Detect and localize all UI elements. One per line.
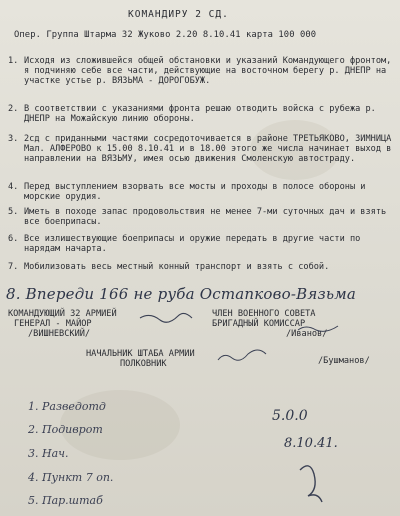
addressee: КОМАНДИРУ 2 СД. bbox=[128, 9, 229, 20]
item-text: Иметь в походе запас продовольствия не менее 7-ми суточных дач и взять все боеприпасы. bbox=[24, 207, 387, 228]
header-line: Опер. Группа Штарма 32 Жуково 2.20 8.10.41 карта 100 000 bbox=[14, 30, 317, 40]
council-rank: БРИГАДНЫЙ КОМИССАР bbox=[212, 319, 306, 329]
item-text: Исходя из сложившейся общей обстановки и указаний Командующего фронтом, я подчиняю себе все части, действующие на восточном берегу р. ДНЕПР на участке устье р. ВЯЗЬМА - ДОРОГОБУЖ. bbox=[24, 56, 392, 87]
chief-name: /Бушманов/ bbox=[318, 356, 370, 366]
item-number: 5. bbox=[8, 207, 19, 217]
item-text: В соответствии с указаниями фронта решаю отводить войска с рубежа р. ДНЕПР на Можайскую линию обороны. bbox=[24, 104, 376, 125]
handwritten-signature-right bbox=[300, 466, 322, 502]
handwritten-item-8: 8. Впереди 166 не руба Остапково-Вязьма bbox=[6, 285, 356, 303]
council-signature-scribble bbox=[298, 326, 338, 331]
distribution-item-5: 5. Пар.штаб bbox=[28, 494, 103, 507]
commander-signature-scribble bbox=[140, 313, 192, 322]
item-number: 6. bbox=[8, 234, 19, 244]
commander-name: /ВИШНЕВСКИЙ/ bbox=[28, 329, 91, 339]
commander-title: КОМАНДУЮЩИЙ 32 АРМИЕЙ bbox=[8, 309, 117, 319]
handwritten-note-line-1: 5.0.0 bbox=[272, 408, 308, 424]
item-text: 2сд с приданными частями сосредоточивается в районе ТРЕТЬЯКОВО, ЗИМНИЦА Мал. АЛФЕРОВО к 15.00 8.10.41 и в 18.00 этого же числа начинает выход в направлении на ВЯЗЬМУ, имея осью движения Смоленскую автостраду. bbox=[24, 134, 392, 165]
commander-rank: ГЕНЕРАЛ - МАЙОР bbox=[14, 319, 92, 329]
distribution-item-4: 4. Пункт 7 оп. bbox=[28, 471, 114, 484]
distribution-item-2: 2. Подиврот bbox=[28, 423, 103, 436]
item-number: 3. bbox=[8, 134, 19, 144]
item-number: 4. bbox=[8, 182, 19, 192]
chief-title: НАЧАЛЬНИК ШТАБА АРМИИ bbox=[86, 349, 195, 359]
distribution-item-1: 1. Разведотд bbox=[28, 400, 106, 413]
item-number: 2. bbox=[8, 104, 19, 114]
chief-rank: ПОЛКОВНИК bbox=[120, 359, 167, 369]
chief-signature-scribble bbox=[218, 350, 266, 360]
item-number: 7. bbox=[8, 262, 19, 272]
item-number: 1. bbox=[8, 56, 19, 66]
item-text: Перед выступлением взорвать все мосты и проходы в полосе обороны и морские орудия. bbox=[24, 182, 366, 203]
council-title: ЧЛЕН ВОЕННОГО СОВЕТА bbox=[212, 309, 316, 319]
item-text: Все излишествующие боеприпасы и оружие передать в другие части по нарядам начарта. bbox=[24, 234, 361, 255]
distribution-item-3: 3. Нач. bbox=[28, 447, 69, 460]
handwritten-note-line-2: 8.10.41. bbox=[284, 436, 338, 451]
chief-of-staff-block bbox=[86, 349, 195, 369]
council-name: /Иванов/ bbox=[286, 329, 328, 339]
item-text: Мобилизовать весь местный конный транспорт и взять с собой. bbox=[24, 262, 330, 272]
